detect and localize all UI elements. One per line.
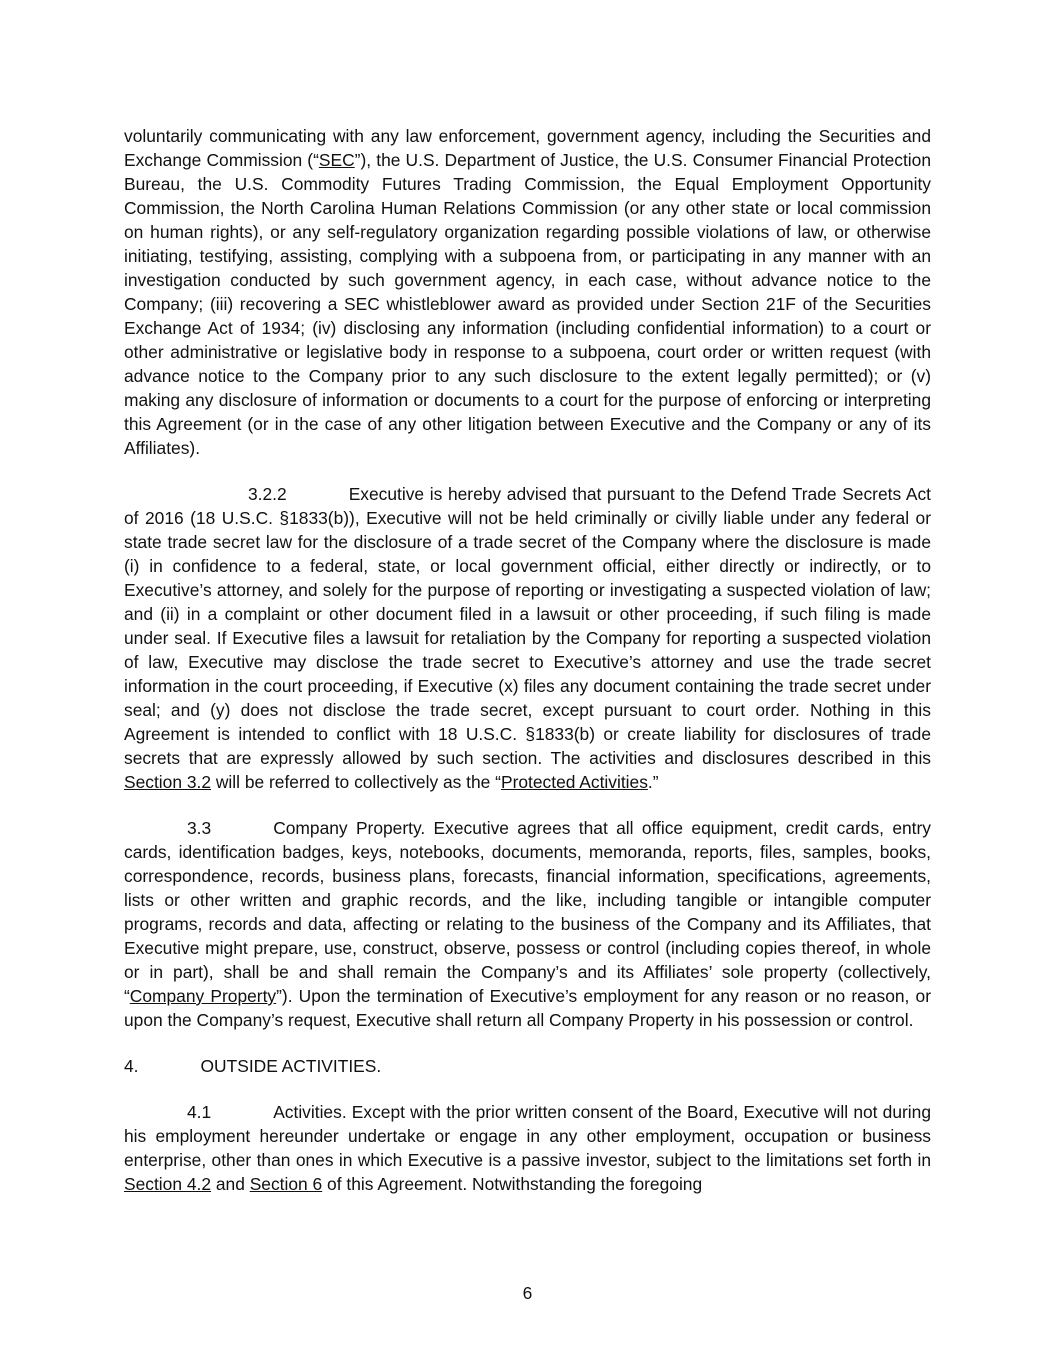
paragraph-gap <box>124 794 931 816</box>
section-title: Company Property <box>273 818 421 838</box>
section-number: 4.1 <box>187 1102 212 1122</box>
cross-reference-section-6: Section 6 <box>249 1174 323 1194</box>
section-heading-4 <box>124 1054 931 1078</box>
section-number: 4. <box>124 1056 139 1076</box>
defined-term-protected-activities: Protected Activities <box>500 772 648 792</box>
paragraph-gap <box>124 1078 931 1100</box>
paragraph-3-2-1-continued: voluntarily communicating with any law enforcement, government agency, including the Securities and Exchange Commission (“SEC”), the U.S. Department of Justice, the U.S. Consumer Financial Protection Bureau, the U.S. Commodity Futures Trading Commission, the Equal Employment Opportunity Commission, the North Carolina Human Relations Commission (or any other state or local commission on human rights), or any self-regulatory organization regarding possible violations of law, or otherwise initiating, testifying, assisting, complying with a subpoena from, or participating in any manner with an investigation conducted by such government agency, in each case, without advance notice to the Company; (iii) recovering a SEC whistleblower award as provided under Section 21F of the Securities Exchange Act of 1934; (iv) disclosing any information (including confidential information) to a court or other administrative or legislative body in response to a subpoena, court order or written request (with advance notice to the Company prior to any such disclosure to the extent legally permitted); or (v) making any disclosure of information or documents to a court for the purpose of enforcing or interpreting this Agreement (or in the case of any other litigation between Executive and the Company or any of its Affiliates). <box>124 126 931 458</box>
paragraph-gap <box>124 1032 931 1054</box>
paragraph-gap <box>124 460 931 482</box>
paragraph-3-3: 3.3 Company Property. Executive agrees that all office equipment, credit cards, entry cards, identification badges, keys, notebooks, documents, memoranda, reports, files, samples, books, correspondence, records, business plans, forecasts, financial information, specifications, agreements, lists or other written and graphic records, and the like, including tangible or intangible computer programs, records and data, affecting or relating to the business of the Company and its Affiliates, that Executive might prepare, use, construct, observe, possess or control (including copies thereof, in whole or in part), shall be and shall remain the Company’s and its Affiliates’ sole property (collectively, “Company Property”). Upon the termination of Executive’s employment for any reason or no reason, or upon the Company’s request, Executive shall return all Company Property in his possession or control. <box>124 818 931 1030</box>
cross-reference-section-4-2: Section 4.2 <box>124 1174 212 1194</box>
section-number: 3.2.2 <box>248 484 287 504</box>
section-title: OUTSIDE ACTIVITIES. <box>200 1056 382 1076</box>
page-number: 6 <box>522 1283 533 1303</box>
document-page <box>124 124 931 1196</box>
paragraph-4-1: 4.1 Activities. Except with the prior written consent of the Board, Executive will not during his employment hereunder undertake or engage in any other employment, occupation or business enterprise, other than ones in which Executive is a passive investor, subject to the limitations set forth in Section 4.2 and Section 6 of this Agreement. Notwithstanding the foregoing <box>124 1102 931 1194</box>
paragraph-3-2-2: 3.2.2 Executive is hereby advised that pursuant to the Defend Trade Secrets Act of 2016 (18 U.S.C. §1833(b)), Executive will not be held criminally or civilly liable under any federal or state trade secret law for the disclosure of a trade secret of the Company where the disclosure is made (i) in confidence to a federal, state, or local government official, either directly or indirectly, or to Executive’s attorney, and solely for the purpose of reporting or investigating a suspected violation of law; and (ii) in a complaint or other document filed in a lawsuit or other proceeding, if such filing is made under seal. If Executive files a lawsuit for retaliation by the Company for reporting a suspected violation of law, Executive may disclose the trade secret to Executive’s attorney and use the trade secret information in the court proceeding, if Executive (x) files any document containing the trade secret under seal; and (y) does not disclose the trade secret, except pursuant to court order. Nothing in this Agreement is intended to conflict with 18 U.S.C. §1833(b) or create liability for disclosures of trade secrets that are expressly allowed by such section. The activities and disclosures described in this Section 3.2 will be referred to collectively as the “Protected Activities.” <box>124 484 931 792</box>
defined-term-company-property: Company Property <box>129 986 277 1006</box>
defined-term-sec: SEC <box>318 150 355 170</box>
section-number: 3.3 <box>187 818 212 838</box>
cross-reference-section-3-2: Section 3.2 <box>124 772 212 792</box>
section-title: Activities <box>273 1102 342 1122</box>
